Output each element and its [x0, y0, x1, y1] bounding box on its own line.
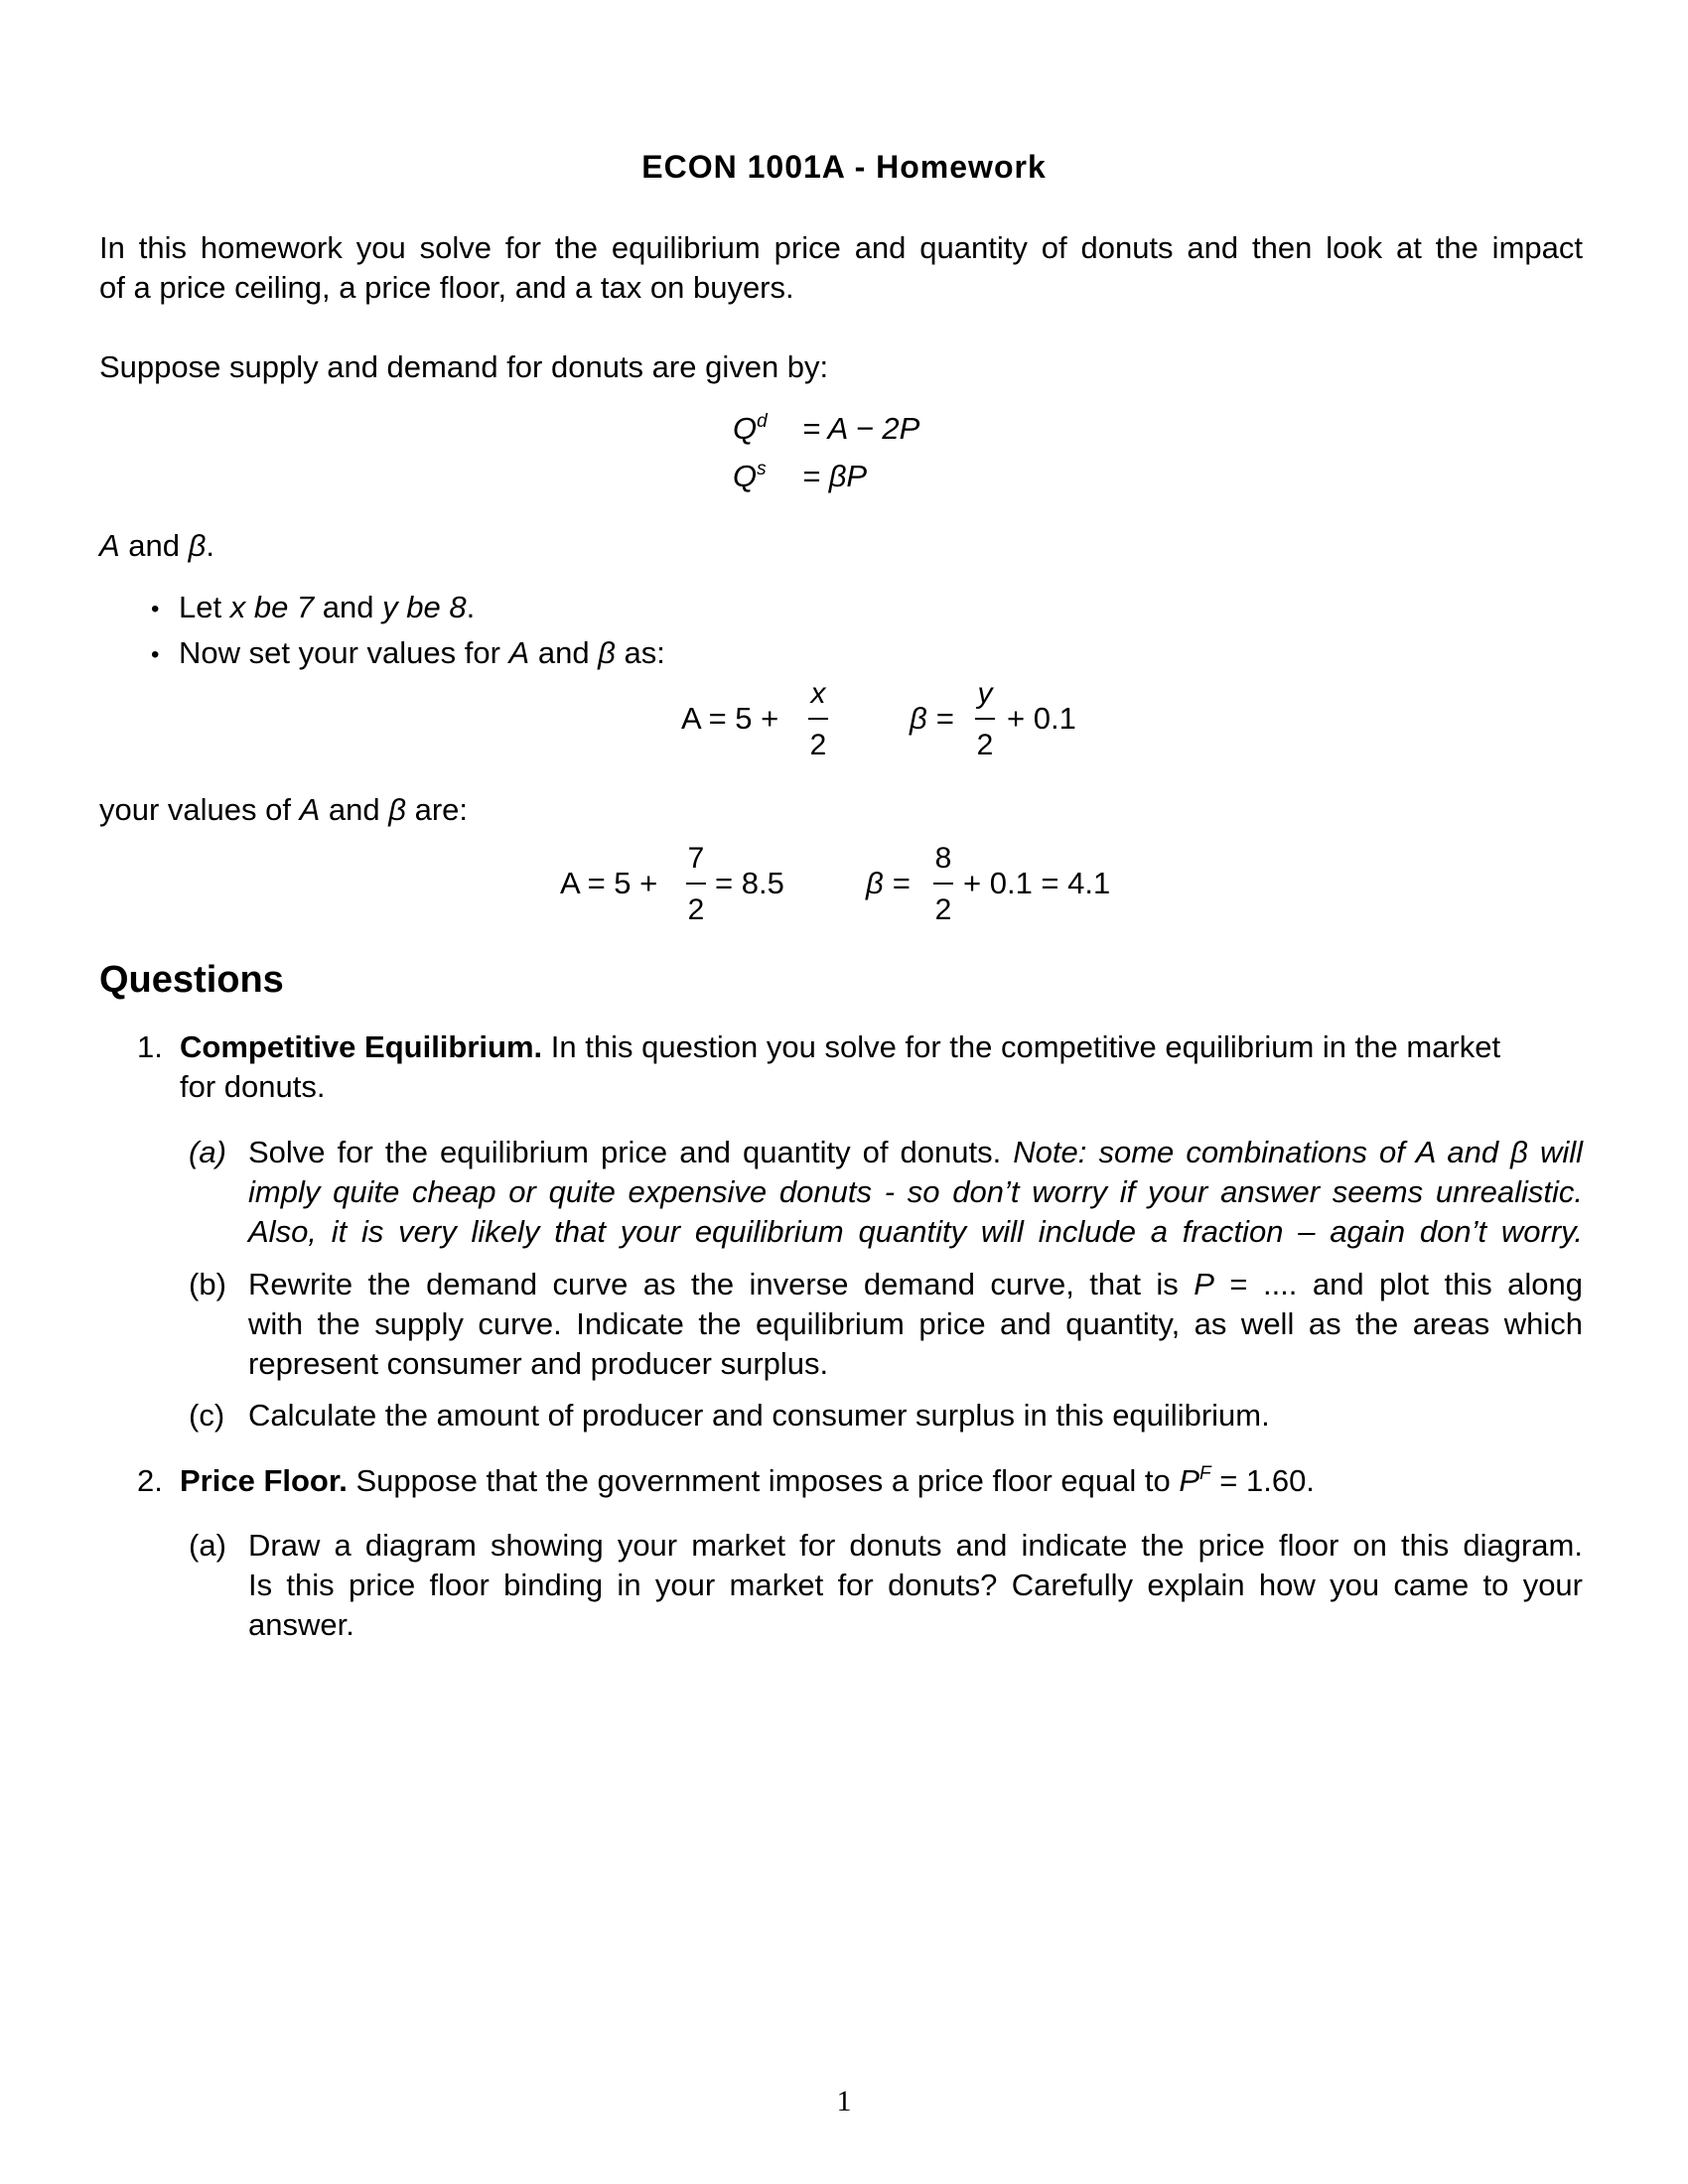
- formula-b-bar: [975, 718, 995, 720]
- q1a-label: (a): [189, 1135, 226, 1169]
- q2a-line-2: Is this price floor binding in your market for donuts? Carefully explain how you came to your: [248, 1568, 1583, 1602]
- bullet-dot-2: •: [151, 641, 160, 668]
- value-a-num: 7: [687, 842, 705, 875]
- formula-a-den: 2: [809, 729, 827, 761]
- value-b-lhs: β =: [866, 866, 911, 900]
- formula-b-lhs: β =: [910, 701, 954, 736]
- value-a-bar: [686, 883, 706, 885]
- q1c-label: (c): [189, 1398, 225, 1433]
- demand-sup: d: [757, 411, 768, 432]
- suppose-text: Suppose supply and demand for donuts are given by:: [99, 349, 829, 384]
- supply-rhs: = βP: [802, 459, 868, 493]
- param-and: and: [119, 528, 189, 563]
- param-end: .: [206, 528, 214, 563]
- formula-a-lhs: A = 5 +: [681, 701, 779, 736]
- formula-b-num: y: [977, 677, 993, 710]
- value-b-den: 2: [934, 893, 952, 926]
- bullet-2: Now set your values for A and β as:: [179, 635, 665, 670]
- value-b-rest: + 0.1 = 4.1: [963, 866, 1111, 900]
- value-a-den: 2: [687, 893, 705, 926]
- supply-q: Q: [733, 459, 758, 493]
- q1a-line-2: imply quite cheap or quite expensive donuts - so don’t worry if your answer seems unrealistic.: [248, 1174, 1583, 1209]
- formula-b-den: 2: [976, 729, 994, 761]
- param-b: β: [188, 528, 207, 563]
- q2a-label: (a): [189, 1528, 226, 1563]
- q2a-line-1: Draw a diagram showing your market for donuts and indicate the price floor on this diagram.: [248, 1528, 1583, 1563]
- page-number: 1: [836, 2085, 852, 2117]
- value-a-lhs: A = 5 +: [560, 866, 658, 900]
- q1-number: 1.: [137, 1029, 163, 1064]
- q1a-line-3: Also, it is very likely that your equilibrium quantity will include a fraction – again don’t worry.: [248, 1214, 1583, 1249]
- demand-rhs: = A − 2P: [802, 411, 920, 446]
- q1b-line-2: with the supply curve. Indicate the equilibrium price and quantity, as well as the areas which: [248, 1306, 1583, 1341]
- q1b-line-1: Rewrite the demand curve as the inverse demand curve, that is P = .... and plot this along: [248, 1267, 1583, 1301]
- q1b-label: (b): [189, 1267, 226, 1301]
- questions-heading: Questions: [99, 959, 284, 1001]
- q1-title: Competitive Equilibrium.: [180, 1029, 543, 1064]
- q1b-line-3: represent consumer and producer surplus.: [248, 1346, 829, 1381]
- q2a-line-3: answer.: [248, 1607, 354, 1642]
- q1a-line-1: Solve for the equilibrium price and quantity of donuts. Note: some combinations of A and β will: [248, 1135, 1583, 1169]
- q2-number: 2.: [137, 1463, 163, 1498]
- demand-q: Q: [733, 411, 758, 446]
- supply-sup: s: [757, 459, 767, 479]
- q1-line-1: Competitive Equilibrium. In this question you solve for the competitive equilibrium in the market: [180, 1029, 1501, 1064]
- page-title: ECON 1001A - Homework: [641, 149, 1047, 185]
- params-line: [99, 526, 214, 566]
- intro-line-2: of a price ceiling, a price floor, and a tax on buyers.: [99, 270, 794, 305]
- bullet-1: Let x be 7 and y be 8.: [179, 590, 476, 624]
- intro-line-1: In this homework you solve for the equilibrium price and quantity of donuts and then look at the impact: [99, 230, 1583, 265]
- value-b-num: 8: [934, 842, 952, 875]
- q1c-line-1: Calculate the amount of producer and consumer surplus in this equilibrium.: [248, 1398, 1270, 1433]
- formula-b-rest: + 0.1: [1007, 701, 1076, 736]
- q2-title: Price Floor.: [180, 1463, 348, 1498]
- values-intro: your values of A and β are:: [99, 792, 468, 827]
- formula-a-num: x: [810, 677, 826, 710]
- bullet-dot-1: •: [151, 596, 160, 622]
- q1-line-2: for donuts.: [180, 1069, 326, 1104]
- demand-equation: [733, 411, 768, 447]
- value-a-rest: = 8.5: [715, 866, 784, 900]
- value-b-bar: [933, 883, 953, 885]
- formula-a-bar: [808, 718, 828, 720]
- supply-equation: [733, 459, 767, 494]
- q2-line-1: Price Floor. Suppose that the government imposes a price floor equal to $P^F = 1.60$.: [180, 1463, 1315, 1498]
- param-a: A: [99, 528, 120, 563]
